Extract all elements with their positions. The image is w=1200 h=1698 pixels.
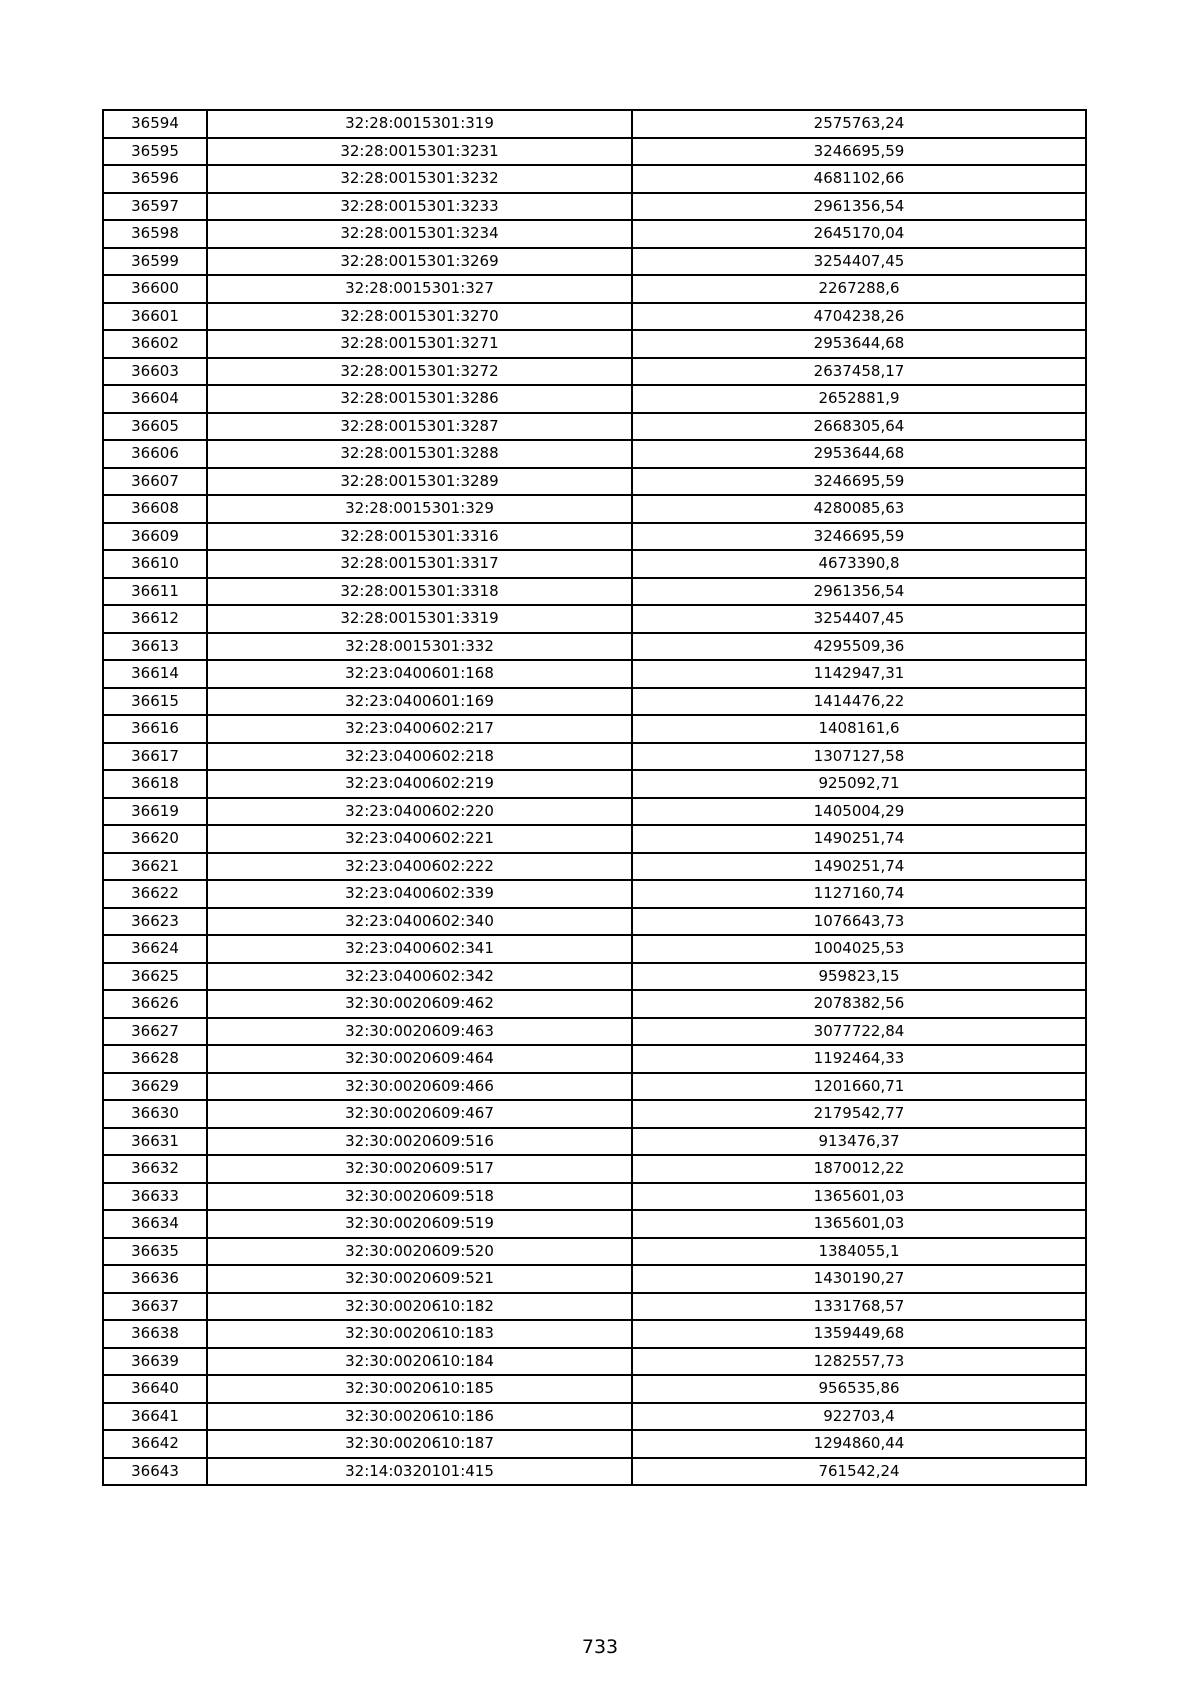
value-cell: 2645170,04 <box>632 220 1086 248</box>
row-number-cell: 36603 <box>103 358 207 386</box>
row-number-cell: 36620 <box>103 825 207 853</box>
table-row <box>103 193 1086 221</box>
value-cell: 761542,24 <box>632 1458 1086 1486</box>
table-row <box>103 880 1086 908</box>
value-cell: 2078382,56 <box>632 990 1086 1018</box>
value-cell: 1490251,74 <box>632 825 1086 853</box>
table-row <box>103 303 1086 331</box>
value-cell: 2652881,9 <box>632 385 1086 413</box>
table-row <box>103 275 1086 303</box>
cadastral-number-cell: 32:23:0400602:222 <box>207 853 632 881</box>
table-row <box>103 688 1086 716</box>
value-cell: 1359449,68 <box>632 1320 1086 1348</box>
row-number-cell: 36616 <box>103 715 207 743</box>
value-cell: 4673390,8 <box>632 550 1086 578</box>
row-number-cell: 36631 <box>103 1128 207 1156</box>
table-row <box>103 798 1086 826</box>
value-cell: 913476,37 <box>632 1128 1086 1156</box>
value-cell: 1365601,03 <box>632 1210 1086 1238</box>
table-row <box>103 1430 1086 1458</box>
row-number-cell: 36637 <box>103 1293 207 1321</box>
table-row <box>103 495 1086 523</box>
row-number-cell: 36595 <box>103 138 207 166</box>
row-number-cell: 36636 <box>103 1265 207 1293</box>
row-number-cell: 36605 <box>103 413 207 441</box>
value-cell: 1076643,73 <box>632 908 1086 936</box>
value-cell: 1127160,74 <box>632 880 1086 908</box>
table-row <box>103 1293 1086 1321</box>
value-cell: 1490251,74 <box>632 853 1086 881</box>
page-number: 733 <box>581 1636 619 1658</box>
cadastral-number-cell: 32:23:0400602:342 <box>207 963 632 991</box>
table-row <box>103 935 1086 963</box>
table-row <box>103 138 1086 166</box>
row-number-cell: 36609 <box>103 523 207 551</box>
value-cell: 3077722,84 <box>632 1018 1086 1046</box>
cadastral-number-cell: 32:30:0020610:187 <box>207 1430 632 1458</box>
cadastral-number-cell: 32:30:0020610:185 <box>207 1375 632 1403</box>
row-number-cell: 36619 <box>103 798 207 826</box>
cadastral-number-cell: 32:23:0400602:339 <box>207 880 632 908</box>
cadastral-number-cell: 32:28:0015301:3289 <box>207 468 632 496</box>
cadastral-number-cell: 32:28:0015301:3233 <box>207 193 632 221</box>
table-row <box>103 1458 1086 1486</box>
value-cell: 956535,86 <box>632 1375 1086 1403</box>
value-cell: 1142947,31 <box>632 660 1086 688</box>
row-number-cell: 36607 <box>103 468 207 496</box>
table-row <box>103 523 1086 551</box>
row-number-cell: 36638 <box>103 1320 207 1348</box>
cadastral-number-cell: 32:30:0020610:184 <box>207 1348 632 1376</box>
row-number-cell: 36608 <box>103 495 207 523</box>
cadastral-number-cell: 32:23:0400602:218 <box>207 743 632 771</box>
value-cell: 1004025,53 <box>632 935 1086 963</box>
table-row <box>103 908 1086 936</box>
table-row <box>103 1210 1086 1238</box>
value-cell: 1405004,29 <box>632 798 1086 826</box>
row-number-cell: 36599 <box>103 248 207 276</box>
value-cell: 2953644,68 <box>632 440 1086 468</box>
table-row <box>103 1348 1086 1376</box>
cadastral-number-cell: 32:30:0020609:521 <box>207 1265 632 1293</box>
value-cell: 1365601,03 <box>632 1183 1086 1211</box>
table-row <box>103 715 1086 743</box>
table-row <box>103 743 1086 771</box>
table-row <box>103 1265 1086 1293</box>
table-row <box>103 633 1086 661</box>
value-cell: 2953644,68 <box>632 330 1086 358</box>
value-cell: 1414476,22 <box>632 688 1086 716</box>
cadastral-number-cell: 32:23:0400602:219 <box>207 770 632 798</box>
table-row <box>103 385 1086 413</box>
cadastral-number-cell: 32:30:0020609:517 <box>207 1155 632 1183</box>
value-cell: 2961356,54 <box>632 578 1086 606</box>
value-cell: 4704238,26 <box>632 303 1086 331</box>
table-row <box>103 990 1086 1018</box>
cadastral-number-cell: 32:30:0020609:520 <box>207 1238 632 1266</box>
row-number-cell: 36600 <box>103 275 207 303</box>
value-cell: 4295509,36 <box>632 633 1086 661</box>
cadastral-number-cell: 32:30:0020609:466 <box>207 1073 632 1101</box>
table-row <box>103 440 1086 468</box>
cadastral-number-cell: 32:28:0015301:3318 <box>207 578 632 606</box>
cadastral-number-cell: 32:14:0320101:415 <box>207 1458 632 1486</box>
row-number-cell: 36627 <box>103 1018 207 1046</box>
value-cell: 2961356,54 <box>632 193 1086 221</box>
cadastral-number-cell: 32:30:0020609:463 <box>207 1018 632 1046</box>
table-row <box>103 1073 1086 1101</box>
row-number-cell: 36629 <box>103 1073 207 1101</box>
cadastral-number-cell: 32:23:0400601:169 <box>207 688 632 716</box>
value-cell: 1870012,22 <box>632 1155 1086 1183</box>
row-number-cell: 36642 <box>103 1430 207 1458</box>
value-cell: 1307127,58 <box>632 743 1086 771</box>
cadastral-number-cell: 32:28:0015301:3319 <box>207 605 632 633</box>
value-cell: 2575763,24 <box>632 110 1086 138</box>
table-row <box>103 1128 1086 1156</box>
table-row <box>103 1238 1086 1266</box>
row-number-cell: 36641 <box>103 1403 207 1431</box>
row-number-cell: 36594 <box>103 110 207 138</box>
value-cell: 3246695,59 <box>632 468 1086 496</box>
cadastral-number-cell: 32:28:0015301:327 <box>207 275 632 303</box>
cadastral-number-cell: 32:30:0020610:186 <box>207 1403 632 1431</box>
cadastral-number-cell: 32:28:0015301:3271 <box>207 330 632 358</box>
cadastral-number-cell: 32:28:0015301:3286 <box>207 385 632 413</box>
value-cell: 3254407,45 <box>632 605 1086 633</box>
value-cell: 922703,4 <box>632 1403 1086 1431</box>
value-cell: 1294860,44 <box>632 1430 1086 1458</box>
cadastral-number-cell: 32:30:0020610:183 <box>207 1320 632 1348</box>
row-number-cell: 36633 <box>103 1183 207 1211</box>
row-number-cell: 36602 <box>103 330 207 358</box>
cadastral-number-cell: 32:28:0015301:3234 <box>207 220 632 248</box>
row-number-cell: 36597 <box>103 193 207 221</box>
cadastral-number-cell: 32:28:0015301:329 <box>207 495 632 523</box>
value-cell: 3254407,45 <box>632 248 1086 276</box>
row-number-cell: 36640 <box>103 1375 207 1403</box>
value-cell: 2179542,77 <box>632 1100 1086 1128</box>
table-row <box>103 1155 1086 1183</box>
cadastral-number-cell: 32:30:0020609:462 <box>207 990 632 1018</box>
value-cell: 4681102,66 <box>632 165 1086 193</box>
cadastral-number-cell: 32:28:0015301:3269 <box>207 248 632 276</box>
cadastral-number-cell: 32:30:0020609:518 <box>207 1183 632 1211</box>
row-number-cell: 36643 <box>103 1458 207 1486</box>
cadastral-number-cell: 32:30:0020610:182 <box>207 1293 632 1321</box>
cadastral-number-cell: 32:28:0015301:3287 <box>207 413 632 441</box>
row-number-cell: 36610 <box>103 550 207 578</box>
table-row <box>103 578 1086 606</box>
value-cell: 3246695,59 <box>632 523 1086 551</box>
row-number-cell: 36615 <box>103 688 207 716</box>
value-cell: 1282557,73 <box>632 1348 1086 1376</box>
value-cell: 1408161,6 <box>632 715 1086 743</box>
cadastral-number-cell: 32:30:0020609:464 <box>207 1045 632 1073</box>
cadastral-number-cell: 32:23:0400602:341 <box>207 935 632 963</box>
table-row <box>103 330 1086 358</box>
value-cell: 2267288,6 <box>632 275 1086 303</box>
value-cell: 1384055,1 <box>632 1238 1086 1266</box>
table-row <box>103 770 1086 798</box>
table-row <box>103 165 1086 193</box>
row-number-cell: 36625 <box>103 963 207 991</box>
cadastral-number-cell: 32:23:0400601:168 <box>207 660 632 688</box>
row-number-cell: 36612 <box>103 605 207 633</box>
records-table-body <box>103 110 1086 1485</box>
row-number-cell: 36632 <box>103 1155 207 1183</box>
table-row <box>103 1320 1086 1348</box>
table-row <box>103 1018 1086 1046</box>
cadastral-number-cell: 32:23:0400602:340 <box>207 908 632 936</box>
row-number-cell: 36639 <box>103 1348 207 1376</box>
table-row <box>103 358 1086 386</box>
table-row <box>103 853 1086 881</box>
row-number-cell: 36635 <box>103 1238 207 1266</box>
row-number-cell: 36622 <box>103 880 207 908</box>
table-row <box>103 825 1086 853</box>
row-number-cell: 36601 <box>103 303 207 331</box>
cadastral-number-cell: 32:23:0400602:220 <box>207 798 632 826</box>
value-cell: 1430190,27 <box>632 1265 1086 1293</box>
table-row <box>103 1375 1086 1403</box>
row-number-cell: 36623 <box>103 908 207 936</box>
value-cell: 959823,15 <box>632 963 1086 991</box>
cadastral-number-cell: 32:28:0015301:3288 <box>207 440 632 468</box>
value-cell: 1192464,33 <box>632 1045 1086 1073</box>
table-row <box>103 605 1086 633</box>
cadastral-number-cell: 32:30:0020609:516 <box>207 1128 632 1156</box>
table-row <box>103 550 1086 578</box>
row-number-cell: 36626 <box>103 990 207 1018</box>
row-number-cell: 36630 <box>103 1100 207 1128</box>
value-cell: 2668305,64 <box>632 413 1086 441</box>
value-cell: 1331768,57 <box>632 1293 1086 1321</box>
cadastral-number-cell: 32:23:0400602:217 <box>207 715 632 743</box>
cadastral-number-cell: 32:28:0015301:3270 <box>207 303 632 331</box>
row-number-cell: 36618 <box>103 770 207 798</box>
row-number-cell: 36598 <box>103 220 207 248</box>
cadastral-number-cell: 32:30:0020609:519 <box>207 1210 632 1238</box>
cadastral-number-cell: 32:23:0400602:221 <box>207 825 632 853</box>
table-row <box>103 1403 1086 1431</box>
cadastral-number-cell: 32:28:0015301:3316 <box>207 523 632 551</box>
table-row <box>103 963 1086 991</box>
value-cell: 2637458,17 <box>632 358 1086 386</box>
row-number-cell: 36613 <box>103 633 207 661</box>
cadastral-number-cell: 32:30:0020609:467 <box>207 1100 632 1128</box>
row-number-cell: 36617 <box>103 743 207 771</box>
cadastral-number-cell: 32:28:0015301:319 <box>207 110 632 138</box>
row-number-cell: 36624 <box>103 935 207 963</box>
row-number-cell: 36596 <box>103 165 207 193</box>
cadastral-number-cell: 32:28:0015301:3272 <box>207 358 632 386</box>
row-number-cell: 36614 <box>103 660 207 688</box>
row-number-cell: 36621 <box>103 853 207 881</box>
records-table <box>102 109 1087 1486</box>
table-row <box>103 220 1086 248</box>
value-cell: 4280085,63 <box>632 495 1086 523</box>
row-number-cell: 36604 <box>103 385 207 413</box>
cadastral-number-cell: 32:28:0015301:3317 <box>207 550 632 578</box>
row-number-cell: 36606 <box>103 440 207 468</box>
table-row <box>103 1045 1086 1073</box>
table-row <box>103 1183 1086 1211</box>
cadastral-number-cell: 32:28:0015301:3231 <box>207 138 632 166</box>
value-cell: 3246695,59 <box>632 138 1086 166</box>
table-row <box>103 110 1086 138</box>
row-number-cell: 36611 <box>103 578 207 606</box>
value-cell: 1201660,71 <box>632 1073 1086 1101</box>
row-number-cell: 36628 <box>103 1045 207 1073</box>
value-cell: 925092,71 <box>632 770 1086 798</box>
table-row <box>103 660 1086 688</box>
row-number-cell: 36634 <box>103 1210 207 1238</box>
table-row <box>103 413 1086 441</box>
table-row <box>103 248 1086 276</box>
table-row <box>103 468 1086 496</box>
table-row <box>103 1100 1086 1128</box>
cadastral-number-cell: 32:28:0015301:3232 <box>207 165 632 193</box>
cadastral-number-cell: 32:28:0015301:332 <box>207 633 632 661</box>
